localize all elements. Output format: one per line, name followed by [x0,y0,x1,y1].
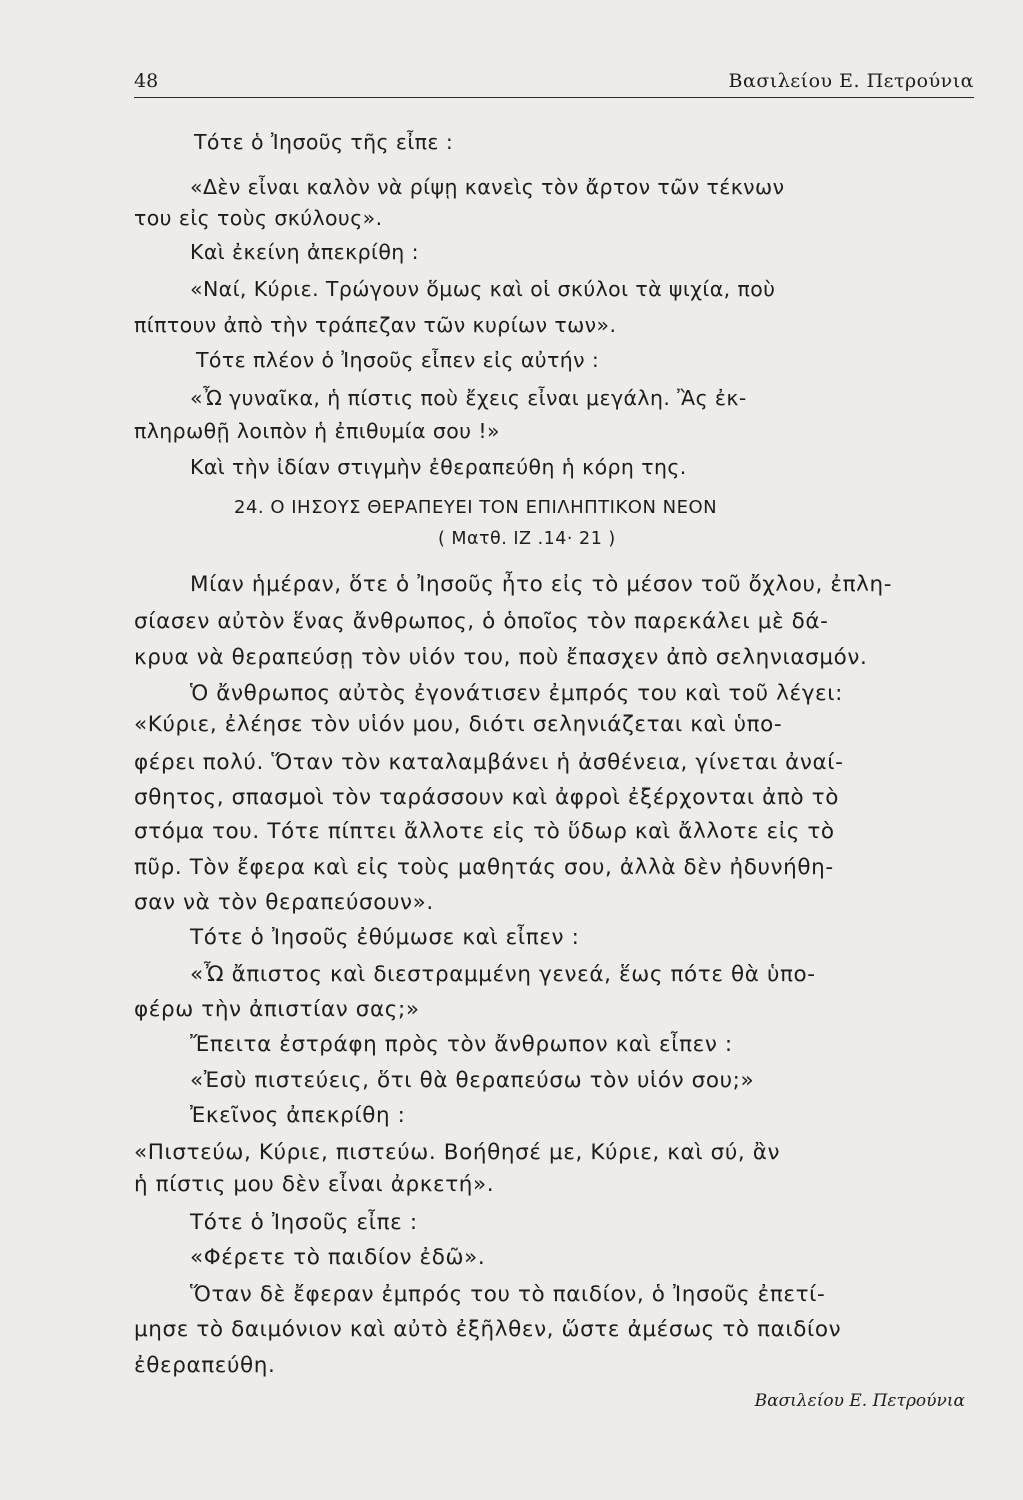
text-line: ἡ πίστις μου δὲν εἶναι ἀρκετή». [134,1172,495,1197]
author-signature: Βασιλείου Ε. Πετρούνια [754,1391,965,1411]
text-line: «Ὦ γυναῖκα, ἡ πίστις ποὺ ἔχεις εἶναι μεγάλη. Ἂς ἐκ- [190,386,747,410]
text-line: Τότε ὁ Ἰησοῦς τῆς εἶπε : [194,130,454,154]
text-line: πῦρ. Τὸν ἔφερα καὶ εἰς τοὺς μαθητάς σου, ἀλλὰ δὲν ἠδυνήθη- [134,855,834,880]
text-line: Τότε ὁ Ἰησοῦς εἶπε : [190,1210,418,1235]
header-rule [134,97,974,98]
text-line: «Δὲν εἶναι καλὸν νὰ ρίψῃ κανεὶς τὸν ἄρτον τῶν τέκνων [190,175,785,199]
text-line: Καὶ τὴν ἰδίαν στιγμὴν ἐθεραπεύθη ἡ κόρη της. [190,455,687,479]
text-line: «Ἐσὺ πιστεύεις, ὅτι θὰ θεραπεύσω τὸν υἱόν σου;» [190,1068,755,1093]
page-header [134,68,974,100]
text-line: «Πιστεύω, Κύριε, πιστεύω. Βοήθησέ με, Κύριε, καὶ σύ, ἂν [134,1140,781,1165]
text-line: Ὅταν δὲ ἔφεραν ἐμπρός του τὸ παιδίον, ὁ Ἰησοῦς ἐπετί- [190,1282,826,1307]
text-line: «Ναί, Κύριε. Τρώγουν ὅμως καὶ οἱ σκύλοι τὰ ψιχία, ποὺ [190,277,776,301]
section-heading: 24. Ο ΙΗΣΟΥΣ ΘΕΡΑΠΕΥΕΙ ΤΟΝ ΕΠΙΛΗΠΤΙΚΟΝ ΝΕΟΝ [234,497,718,518]
running-head: Βασιλείου Ε. Πετρούνια [728,70,974,92]
text-line: φέρει πολύ. Ὅταν τὸν καταλαμβάνει ἡ ἀσθένεια, γίνεται ἀναί- [134,750,844,775]
text-line: «Φέρετε τὸ παιδίον ἐδῶ». [190,1245,486,1270]
text-line: ἐθεραπεύθη. [134,1353,276,1378]
text-line: Τότε ὁ Ἰησοῦς ἐθύμωσε καὶ εἶπεν : [190,925,580,950]
text-line: σαν νὰ τὸν θεραπεύσουν». [134,890,434,915]
text-line: στόμα του. Τότε πίπτει ἄλλοτε εἰς τὸ ὕδωρ καὶ ἄλλοτε εἰς τὸ [134,819,835,844]
text-line: πίπτουν ἀπὸ τὴν τράπεζαν τῶν κυρίων των». [134,313,617,337]
text-line: Τότε πλέον ὁ Ἰησοῦς εἶπεν εἰς αὐτήν : [196,348,600,372]
text-line: φέρω τὴν ἀπιστίαν σας;» [134,997,420,1022]
text-line: Ἐκεῖνος ἀπεκρίθη : [190,1103,406,1128]
scripture-reference: ( Ματθ. ΙΖ .14· 21 ) [438,529,616,549]
text-line: του εἰς τοὺς σκύλους». [134,206,383,230]
page-number: 48 [134,70,159,92]
text-line: Μίαν ἡμέραν, ὅτε ὁ Ἰησοῦς ἦτο εἰς τὸ μέσον τοῦ ὄχλου, ἐπλη- [190,572,893,597]
text-line: σίασεν αὐτὸν ἕνας ἄνθρωπος, ὁ ὁποῖος τὸν παρεκάλει μὲ δά- [134,609,829,634]
text-line: πληρωθῇ λοιπὸν ἡ ἐπιθυμία σου !» [134,419,500,443]
text-line: μησε τὸ δαιμόνιον καὶ αὐτὸ ἐξῆλθεν, ὥστε ἀμέσως τὸ παιδίον [134,1317,842,1342]
text-line: Καὶ ἐκείνη ἀπεκρίθη : [190,240,419,264]
text-line: «Κύριε, ἐλέησε τὸν υἱόν μου, διότι σεληνιάζεται καὶ ὑπο- [134,712,783,737]
text-line: Ἔπειτα ἐστράφη πρὸς τὸν ἄνθρωπον καὶ εἶπεν : [190,1032,733,1057]
text-line: Ὁ ἄνθρωπος αὐτὸς ἐγονάτισεν ἐμπρός του καὶ τοῦ λέγει: [190,681,843,706]
text-line: κρυα νὰ θεραπεύσῃ τὸν υἱόν του, ποὺ ἔπασχεν ἀπὸ σεληνιασμόν. [134,645,868,670]
text-line: σθητος, σπασμοὶ τὸν ταράσσουν καὶ ἀφροὶ ἐξέρχονται ἀπὸ τὸ [134,785,839,810]
text-line: «Ὦ ἄπιστος καὶ διεστραμμένη γενεά, ἕως πότε θὰ ὑπο- [190,962,816,987]
